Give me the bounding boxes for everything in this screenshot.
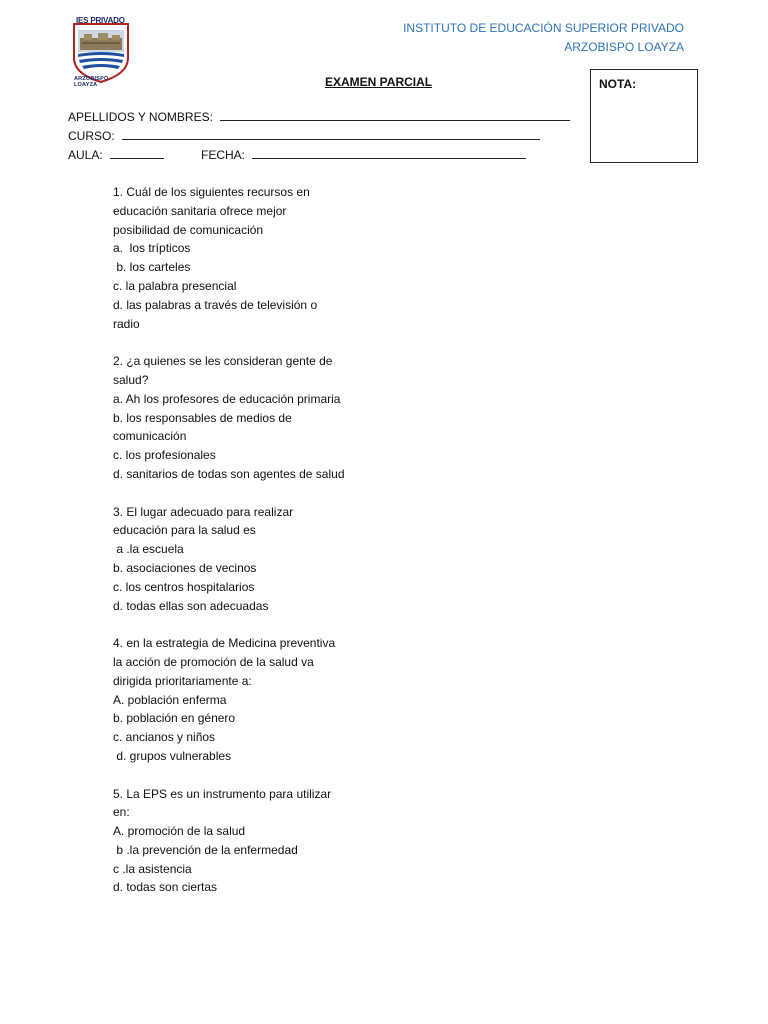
answer-option[interactable]: c. ancianos y niños (113, 730, 216, 745)
answer-option[interactable]: comunicación (113, 429, 187, 444)
institute-logo (70, 14, 132, 86)
question-list (113, 183, 373, 916)
exam-title: EXAMEN PARCIAL (325, 75, 433, 89)
answer-option[interactable]: d. todas son ciertas (113, 880, 218, 895)
institute-name (403, 19, 684, 57)
name-field (68, 109, 570, 124)
course-blank-line[interactable] (122, 128, 540, 140)
answer-option[interactable]: A. promoción de la salud (113, 824, 246, 839)
answer-option[interactable]: A. población enferma (113, 692, 227, 707)
answer-option[interactable]: c. la palabra presencial (113, 278, 237, 293)
logo-top-text: IES PRIVADO (76, 16, 125, 25)
answer-option[interactable]: c. los profesionales (113, 448, 216, 463)
question-item (113, 503, 373, 616)
question-stem-line: 5. La EPS es un instrumento para utilizar (113, 786, 332, 801)
answer-option[interactable]: b. asociaciones de vecinos (113, 560, 257, 575)
answer-option[interactable]: b. población en género (113, 711, 236, 726)
question-stem-line: educación sanitaria ofrece mejor (113, 203, 287, 218)
room-blank-line[interactable] (110, 147, 164, 159)
grade-label: NOTA: (599, 77, 637, 91)
question-stem-line: 4. en la estrategia de Medicina preventiva (113, 636, 336, 651)
question-stem-line: 1. Cuál de los siguientes recursos en (113, 185, 310, 199)
answer-option[interactable]: b .la prevención de la enfermedad (113, 842, 298, 857)
date-label: FECHA: (201, 148, 246, 162)
question-item (113, 785, 373, 898)
question-stem-line: dirigida prioritariamente a: (113, 673, 252, 688)
answer-option[interactable]: b. los responsables de medios de (113, 410, 292, 425)
question-item (113, 352, 373, 484)
answer-option[interactable]: a. los trípticos (113, 241, 191, 256)
question-stem-line: la acción de promoción de la salud va (113, 654, 314, 669)
answer-option[interactable]: d. las palabras a través de televisión o (113, 297, 318, 312)
question-stem-line: salud? (113, 372, 149, 387)
answer-option[interactable]: c. los centros hospitalarios (113, 579, 255, 594)
institute-name-line2: ARZOBISPO LOAYZA (564, 40, 684, 54)
answer-option[interactable]: d. sanitarios de todas son agentes de salud (113, 466, 345, 481)
question-item (113, 634, 373, 766)
grade-box[interactable] (590, 69, 698, 163)
answer-option[interactable]: b. los carteles (113, 260, 191, 275)
question-stem-line: posibilidad de comunicación (113, 222, 264, 237)
question-item (113, 183, 373, 333)
room-label: AULA: (68, 148, 103, 162)
answer-option[interactable]: d. grupos vulnerables (113, 748, 232, 763)
answer-option[interactable]: a. Ah los profesores de educación primaria (113, 391, 341, 406)
date-field (201, 147, 526, 162)
name-label: APELLIDOS Y NOMBRES: (68, 110, 213, 124)
answer-option[interactable]: a .la escuela (113, 542, 184, 557)
question-stem-line: en: (113, 805, 130, 820)
question-stem-line: 2. ¿a quienes se les consideran gente de (113, 354, 333, 369)
question-stem-line: educación para la salud es (113, 523, 256, 538)
logo-bottom-text: ARZOBISPO LOAYZA (74, 76, 109, 88)
date-blank-line[interactable] (252, 147, 526, 159)
question-stem-line: 3. El lugar adecuado para realizar (113, 504, 294, 519)
name-blank-line[interactable] (220, 109, 570, 121)
answer-option[interactable]: c .la asistencia (113, 861, 192, 876)
answer-option[interactable]: d. todas ellas son adecuadas (113, 598, 269, 613)
course-label: CURSO: (68, 129, 115, 143)
answer-option[interactable]: radio (113, 316, 140, 331)
institute-name-line1: INSTITUTO DE EDUCACIÓN SUPERIOR PRIVADO (403, 21, 684, 35)
room-field (68, 147, 164, 162)
course-field (68, 128, 540, 143)
